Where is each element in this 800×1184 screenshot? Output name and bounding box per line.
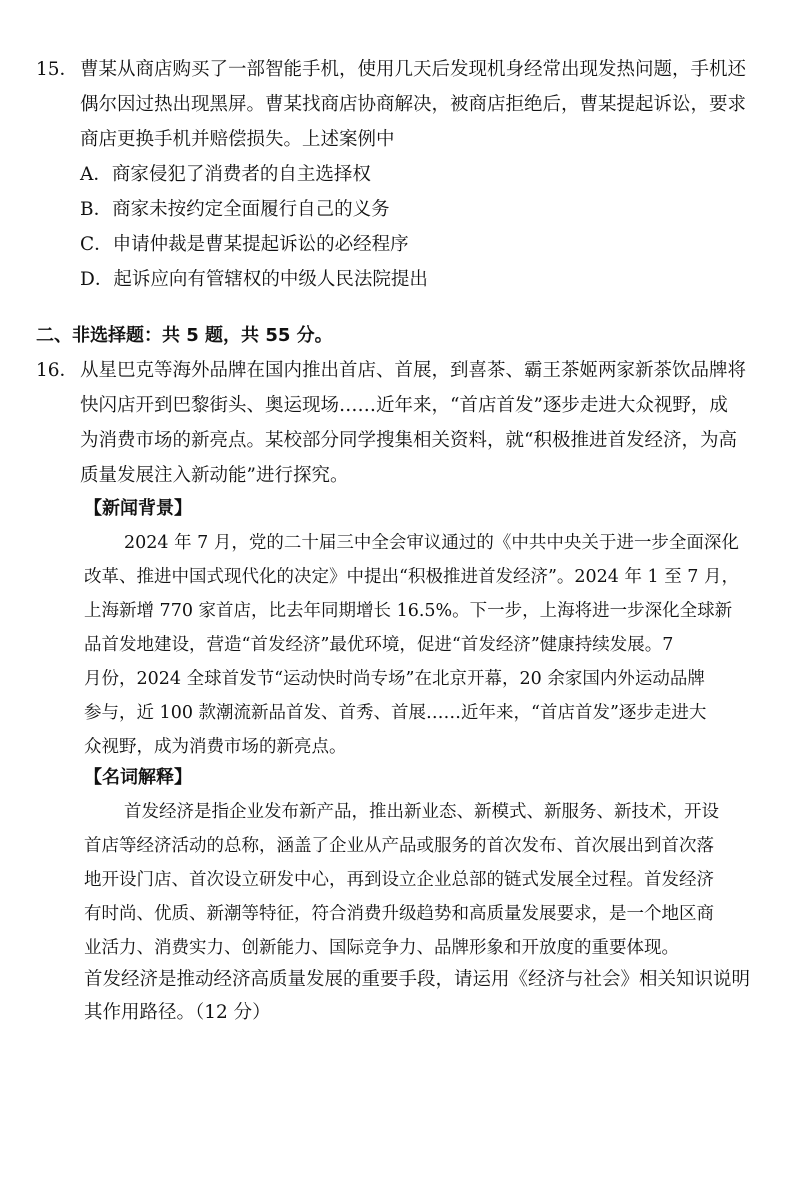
q15-stem-line-2: 偶尔因过热出现黑屏。曹某找商店协商解决，被商店拒绝后，曹某提起诉讼，要求: [80, 94, 747, 115]
news-line-2: 改革、推进中国式现代化的决定》中提出“积极推进首发经济”。2024 年 1 至 7 月，: [84, 567, 740, 587]
term-line-3: 地开设门店、首次设立研发中心，再到设立企业总部的链式发展全过程。首发经济: [84, 870, 714, 890]
q16-number: 16．: [36, 360, 79, 381]
q15-option-c: C．申请仲裁是曹某提起诉讼的必经程序: [80, 234, 409, 255]
q15-stem-line-3: 商店更换手机并赔偿损失。上述案例中: [80, 129, 395, 150]
term-line-2: 首店等经济活动的总称，涵盖了企业从产品或服务的首次发布、首次展出到首次落: [84, 836, 714, 856]
term-line-4: 有时尚、优质、新潮等特征，符合消费升级趋势和高质量发展要求，是一个地区商: [84, 904, 714, 924]
q15-option-d: D．起诉应向有管辖权的中级人民法院提出: [80, 269, 428, 290]
q15-option-a: A．商家侵犯了消费者的自主选择权: [80, 164, 371, 185]
q16-stem-line-1: 从星巴克等海外品牌在国内推出首店、首展，到喜茶、霸王茶姬两家新茶饮品牌将: [80, 360, 747, 381]
q16-stem-line-3: 为消费市场的新亮点。某校部分同学搜集相关资料，就“积极推进首发经济，为高: [80, 430, 737, 451]
term-line-5: 业活力、消费实力、创新能力、国际竞争力、品牌形象和开放度的重要体现。: [84, 938, 679, 958]
q15-option-b: B．商家未按约定全面履行自己的义务: [80, 199, 390, 220]
news-line-5: 月份，2024 全球首发节“运动快时尚专场”在北京开幕，20 余家国内外运动品牌: [84, 669, 705, 689]
news-line-1: 2024 年 7 月，党的二十届三中全会审议通过的《中共中央关于进一步全面深化: [124, 533, 739, 553]
q16-stem-line-4: 质量发展注入新动能”进行探究。: [80, 465, 349, 486]
term-heading: 【名词解释】: [84, 767, 192, 788]
news-line-6: 参与，近 100 款潮流新品首发、首秀、首展……近年来，“首店首发”逐步走进大: [84, 703, 707, 723]
news-line-4: 品首发地建设，营造“首发经济”最优环境，促进“首发经济”健康持续发展。7: [84, 635, 674, 655]
section-heading: 二、非选择题：共 5 题，共 55 分。: [36, 325, 333, 346]
news-line-7: 众视野，成为消费市场的新亮点。: [84, 737, 347, 757]
news-heading: 【新闻背景】: [84, 498, 192, 519]
term-line-1: 首发经济是指企业发布新产品，推出新业态、新模式、新服务、新技术，开设: [124, 802, 719, 822]
q15-number: 15．: [36, 59, 79, 80]
q15-stem-line-1: 曹某从商店购买了一部智能手机，使用几天后发现机身经常出现发热问题，手机还: [80, 59, 747, 80]
q16-prompt-line-2: 其作用路径。（12 分）: [84, 1002, 271, 1023]
q16-stem-line-2: 快闪店开到巴黎街头、奥运现场……近年来，“首店首发”逐步走进大众视野，成: [80, 395, 728, 416]
news-line-3: 上海新增 770 家首店，比去年同期增长 16.5%。下一步，上海将进一步深化全球新: [84, 601, 733, 621]
q16-prompt-line-1: 首发经济是推动经济高质量发展的重要手段，请运用《经济与社会》相关知识说明: [84, 969, 751, 990]
